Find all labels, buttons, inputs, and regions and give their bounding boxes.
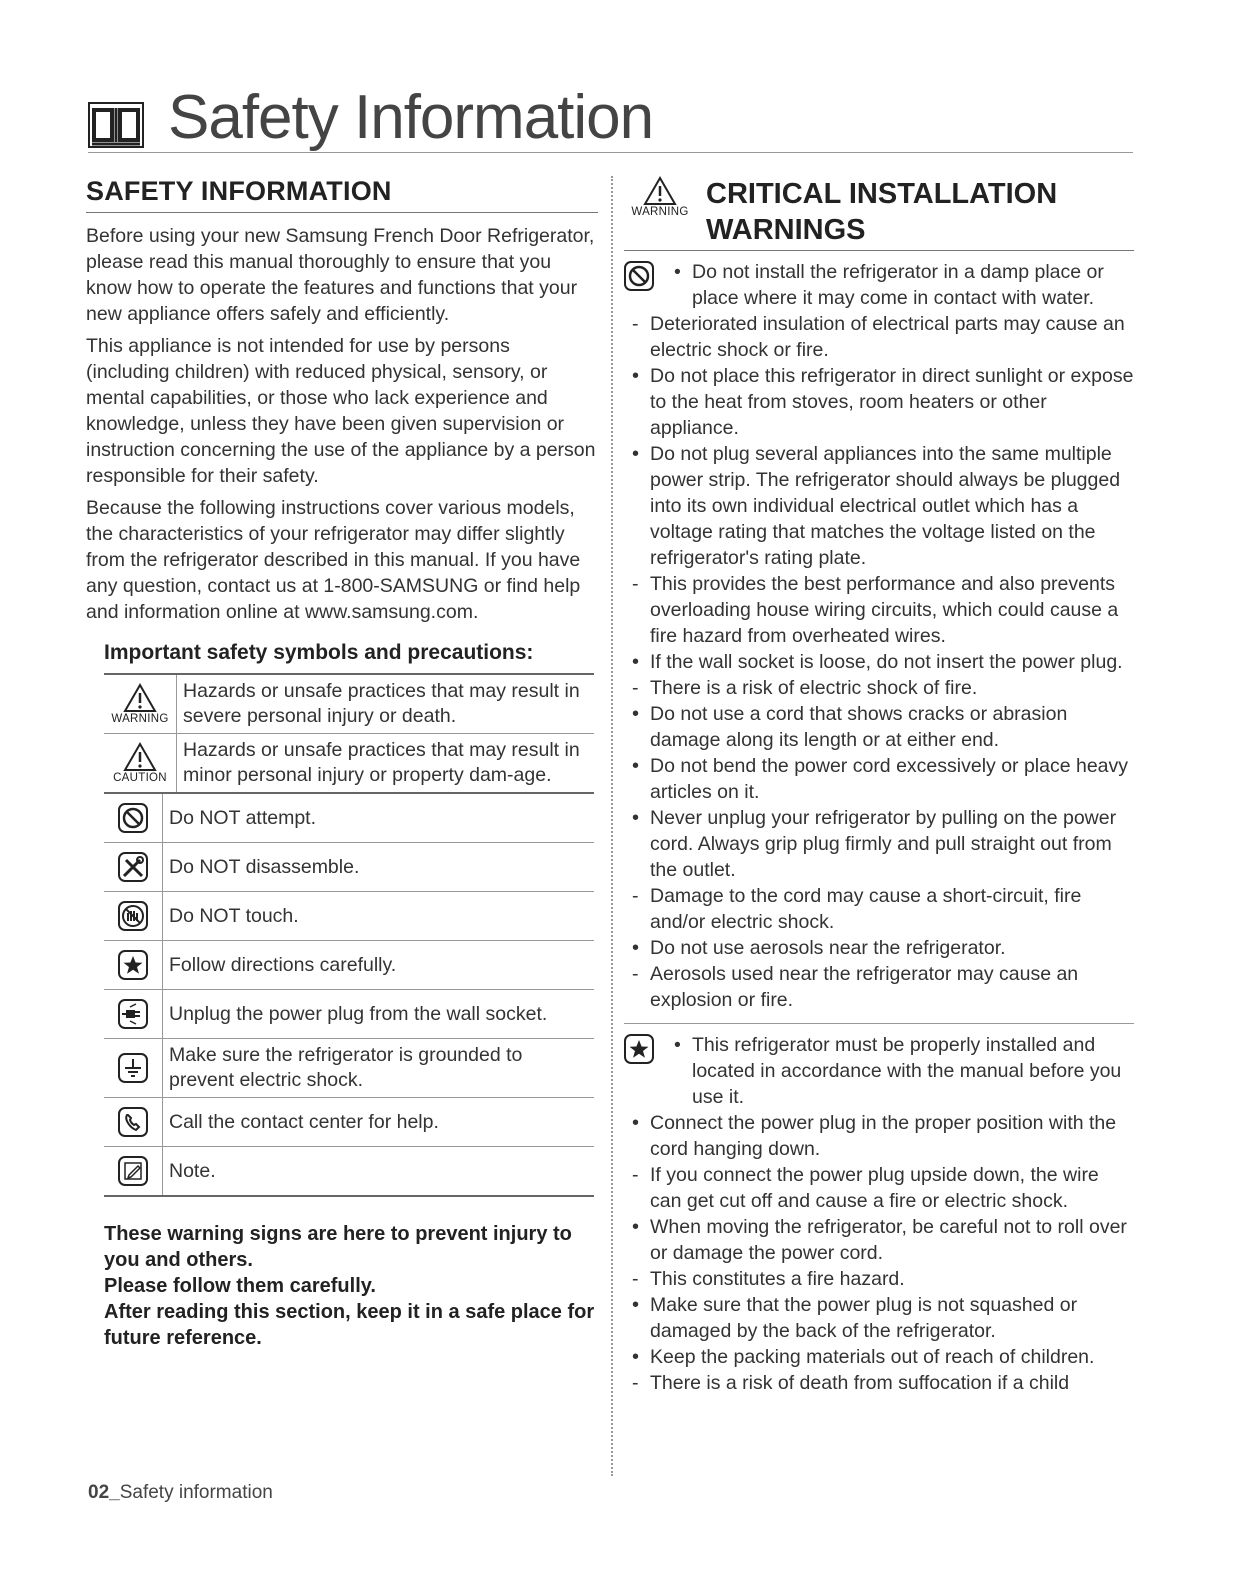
warning-item: • Do not bend the power cord excessively or place heavy articles on it.: [624, 753, 1134, 805]
symbol-row: [104, 794, 594, 843]
caution-symbol: [104, 734, 177, 792]
warning-item: • Never unplug your refrigerator by pulling on the power cord. Always grip plug firmly and pull straight out from the outlet.: [624, 805, 1134, 883]
intro-paragraph: This appliance is not intended for use by persons (including children) with reduced physical, sensory, or mental capabilities, or those who lack experience and knowledge, unless they have been given supervision or instruction concerning the use of the appliance by a person responsible for their safety.: [86, 335, 596, 487]
warning-explanation: - Damage to the cord may cause a short-circuit, fire and/or electric shock.: [624, 883, 1134, 935]
warning-explanation: - Aerosols used near the refrigerator may cause an explosion or fire.: [624, 961, 1134, 1013]
critical-title-line: CRITICAL INSTALLATION: [706, 178, 1058, 210]
warning-row: [104, 675, 594, 734]
warning-item: • Do not install the refrigerator in a damp place or place where it may come in contact with water.: [666, 259, 1134, 311]
symbol-label: Make sure the refrigerator is grounded to prevent electric shock.: [169, 1044, 523, 1091]
warning-list: [624, 1110, 1134, 1396]
divider: [624, 1023, 1134, 1024]
warning-triangle-icon: [643, 176, 677, 206]
prohibited-icon: [118, 803, 148, 833]
warning-item: • Do not place this refrigerator in direct sunlight or expose to the heat from stoves, room heaters or other appliance.: [624, 363, 1134, 441]
page-header: [88, 83, 1133, 153]
warning-symbol: [624, 176, 696, 218]
icon-symbol-table: [104, 794, 594, 1197]
prohibited-icon: [624, 261, 654, 291]
warning-item: • Connect the power plug in the proper position with the cord hanging down.: [624, 1110, 1134, 1162]
right-column: [624, 176, 1134, 1396]
warning-item: • Make sure that the power plug is not squashed or damaged by the back of the refrigerator.: [624, 1292, 1134, 1344]
footer-label: Safety information: [119, 1482, 273, 1503]
prohibited-bullet: [624, 259, 1134, 311]
symbol-label: Do NOT disassemble.: [169, 855, 360, 878]
critical-warnings-header: [624, 176, 1134, 251]
page-title: Safety Information: [168, 83, 654, 152]
unplug-icon: [118, 999, 148, 1029]
warning-item: • Do not use a cord that shows cracks or abrasion damage along its length or at either end.: [624, 701, 1134, 753]
follow-directions-bullet: [624, 1032, 1134, 1110]
section-title: SAFETY INFORMATION: [86, 176, 598, 213]
book-icon: [88, 102, 144, 148]
caution-description: Hazards or unsafe practices that may result in minor personal injury or property dam-age.: [183, 739, 580, 786]
symbol-label: Do NOT touch.: [169, 904, 299, 927]
symbol-row: [104, 1147, 594, 1197]
left-column: [86, 176, 598, 1351]
critical-title: [706, 176, 1057, 248]
symbols-heading: Important safety symbols and precautions:: [104, 641, 534, 664]
follow-directions-icon: [624, 1034, 654, 1064]
warning-explanation: - Deteriorated insulation of electrical parts may cause an electric shock or fire.: [624, 311, 1134, 363]
warning-item: • Keep the packing materials out of reach of children.: [624, 1344, 1134, 1370]
warning-item: • This refrigerator must be properly installed and located in accordance with the manual before you use it.: [666, 1032, 1134, 1110]
warning-item: • When moving the refrigerator, be careful not to roll over or damage the power cord.: [624, 1214, 1134, 1266]
follow-directions-icon: [118, 950, 148, 980]
intro-paragraph: Before using your new Samsung French Door Refrigerator, please read this manual thoroughly to ensure that you know how to operate the features and functions that your new appliance offers safely and efficiently.: [86, 225, 595, 325]
symbol-label: Unplug the power plug from the wall socket.: [169, 1002, 548, 1025]
symbol-row: [104, 941, 594, 990]
warning-explanation: - If you connect the power plug upside down, the wire can get cut off and cause a fire or electric shock.: [624, 1162, 1134, 1214]
closing-line: Please follow them carefully.: [104, 1275, 376, 1297]
caution-row: [104, 734, 594, 794]
note-icon: [118, 1156, 148, 1186]
warning-caption: WARNING: [631, 206, 689, 218]
no-disassemble-icon: [118, 852, 148, 882]
column-divider: [611, 176, 613, 1476]
no-touch-icon: [118, 901, 148, 931]
warning-description: Hazards or unsafe practices that may result in severe personal injury or death.: [183, 680, 580, 727]
ground-icon: [118, 1053, 148, 1083]
symbol-row: [104, 1098, 594, 1147]
symbol-label: Do NOT attempt.: [169, 806, 317, 829]
page-number: 02_: [88, 1482, 120, 1503]
warning-caption: WARNING: [111, 713, 169, 725]
symbol-row: [104, 1039, 594, 1098]
warning-list: [624, 311, 1134, 1013]
symbol-row: [104, 892, 594, 941]
warning-triangle-icon: [123, 683, 157, 713]
warning-explanation: - There is a risk of electric shock of fire.: [624, 675, 1134, 701]
page-footer: [88, 1482, 273, 1504]
symbol-label: Follow directions carefully.: [169, 953, 397, 976]
signal-word-table: [104, 673, 594, 794]
warning-explanation: - This constitutes a fire hazard.: [624, 1266, 1134, 1292]
warning-symbol: [104, 675, 177, 733]
critical-title-line: WARNINGS: [706, 214, 866, 246]
symbol-label: Note.: [169, 1159, 216, 1182]
closing-line: After reading this section, keep it in a safe place for future reference.: [104, 1301, 595, 1349]
warning-explanation: - This provides the best performance and also prevents overloading house wiring circuits, which could cause a fire hazard from overheated wires.: [624, 571, 1134, 649]
warning-explanation: - There is a risk of death from suffocation if a child: [624, 1370, 1134, 1396]
warning-item: • Do not plug several appliances into the same multiple power strip. The refrigerator should always be plugged into its own individual electrical outlet which has a voltage rating that matches the voltage listed on the refrigerator's rating plate.: [624, 441, 1134, 571]
intro-paragraph: Because the following instructions cover various models, the characteristics of your refrigerator may differ slightly from the refrigerator described in this manual. If you have any question, contact us at 1-800-SAMSUNG or find help and information online at www.samsung.com.: [86, 497, 581, 623]
warning-item: • Do not use aerosols near the refrigerator.: [624, 935, 1134, 961]
closing-notice: [104, 1221, 598, 1351]
warning-item: • If the wall socket is loose, do not insert the power plug.: [624, 649, 1134, 675]
closing-line: These warning signs are here to prevent injury to you and others.: [104, 1223, 572, 1271]
symbol-label: Call the contact center for help.: [169, 1110, 439, 1133]
caution-triangle-icon: [123, 742, 157, 772]
symbol-row: [104, 990, 594, 1039]
phone-icon: [118, 1107, 148, 1137]
caution-caption: CAUTION: [113, 772, 167, 784]
symbol-row: [104, 843, 594, 892]
